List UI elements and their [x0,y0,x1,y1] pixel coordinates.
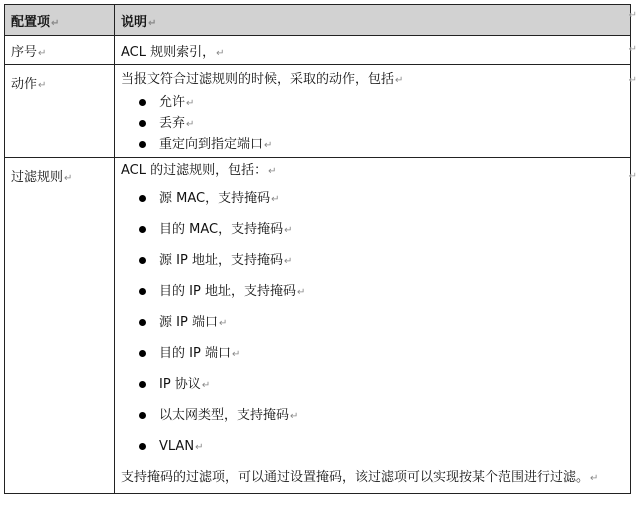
paragraph-mark-icon: ↵ [628,44,637,55]
paragraph-mark-icon: ↵ [201,380,211,391]
list-item: 允许↵ [137,92,624,113]
list-item: IP 协议↵ [137,369,624,400]
config-table [4,4,631,494]
filter-description: ACL 的过滤规则，包括：↵ [121,163,277,178]
header-description: 说明↵ [115,5,631,36]
paragraph-mark-icon: ↵ [628,10,637,21]
paragraph-mark-icon: ↵ [268,166,277,177]
table-row-action [5,65,631,158]
header-config-item: 配置项↵ [5,5,115,36]
list-item: 源 IP 地址，支持掩码↵ [137,245,624,276]
paragraph-mark-icon: ↵ [296,287,306,298]
filter-list [121,183,624,462]
paragraph-mark-icon: ↵ [231,349,241,360]
list-item: 目的 MAC，支持掩码↵ [137,214,624,245]
cell-desc-action [115,65,631,158]
paragraph-mark-icon: ↵ [38,47,47,59]
action-description: 当报文符合过滤规则的时候，采取的动作，包括↵ [121,72,404,87]
table-header-row [5,5,631,36]
cell-desc-seq: ACL 规则索引，↵ [115,36,631,65]
list-item: 目的 IP 端口↵ [137,338,624,369]
filter-note: 支持掩码的过滤项，可以通过设置掩码，该过滤项可以实现按某个范围进行过滤。↵ [121,470,599,485]
paragraph-mark-icon: ↵ [195,442,204,453]
paragraph-mark-icon: ↵ [590,473,599,484]
paragraph-mark-icon: ↵ [186,98,195,109]
paragraph-mark-icon: ↵ [148,17,157,29]
list-item: 源 IP 端口↵ [137,307,624,338]
paragraph-mark-icon: ↵ [395,75,404,86]
table-row-filter [5,158,631,494]
paragraph-mark-icon: ↵ [38,80,47,91]
paragraph-mark-icon: ↵ [218,318,228,329]
action-list [121,92,624,155]
paragraph-mark-icon: ↵ [283,256,293,267]
list-item: 目的 IP 地址，支持掩码↵ [137,276,624,307]
list-item: 源 MAC，支持掩码↵ [137,183,624,214]
paragraph-mark-icon: ↵ [264,140,273,151]
paragraph-mark-icon: ↵ [628,75,637,86]
paragraph-mark-icon: ↵ [64,173,73,184]
paragraph-mark-icon: ↵ [51,17,60,29]
cell-item-action: 动作↵ [5,65,115,158]
paragraph-mark-icon: ↵ [216,47,225,59]
list-item: VLAN↵ [137,431,624,462]
list-item: 丢弃↵ [137,113,624,134]
cell-item-seq: 序号↵ [5,36,115,65]
cell-item-filter: 过滤规则↵ [5,158,115,494]
paragraph-mark-icon: ↵ [290,411,299,422]
table-row-seq [5,36,631,65]
cell-desc-filter [115,158,631,494]
list-item: 重定向到指定端口↵ [137,134,624,155]
paragraph-mark-icon: ↵ [284,225,293,236]
paragraph-mark-icon: ↵ [271,194,280,205]
list-item: 以太网类型，支持掩码↵ [137,400,624,431]
paragraph-mark-icon: ↵ [628,171,637,182]
paragraph-mark-icon: ↵ [186,119,195,130]
